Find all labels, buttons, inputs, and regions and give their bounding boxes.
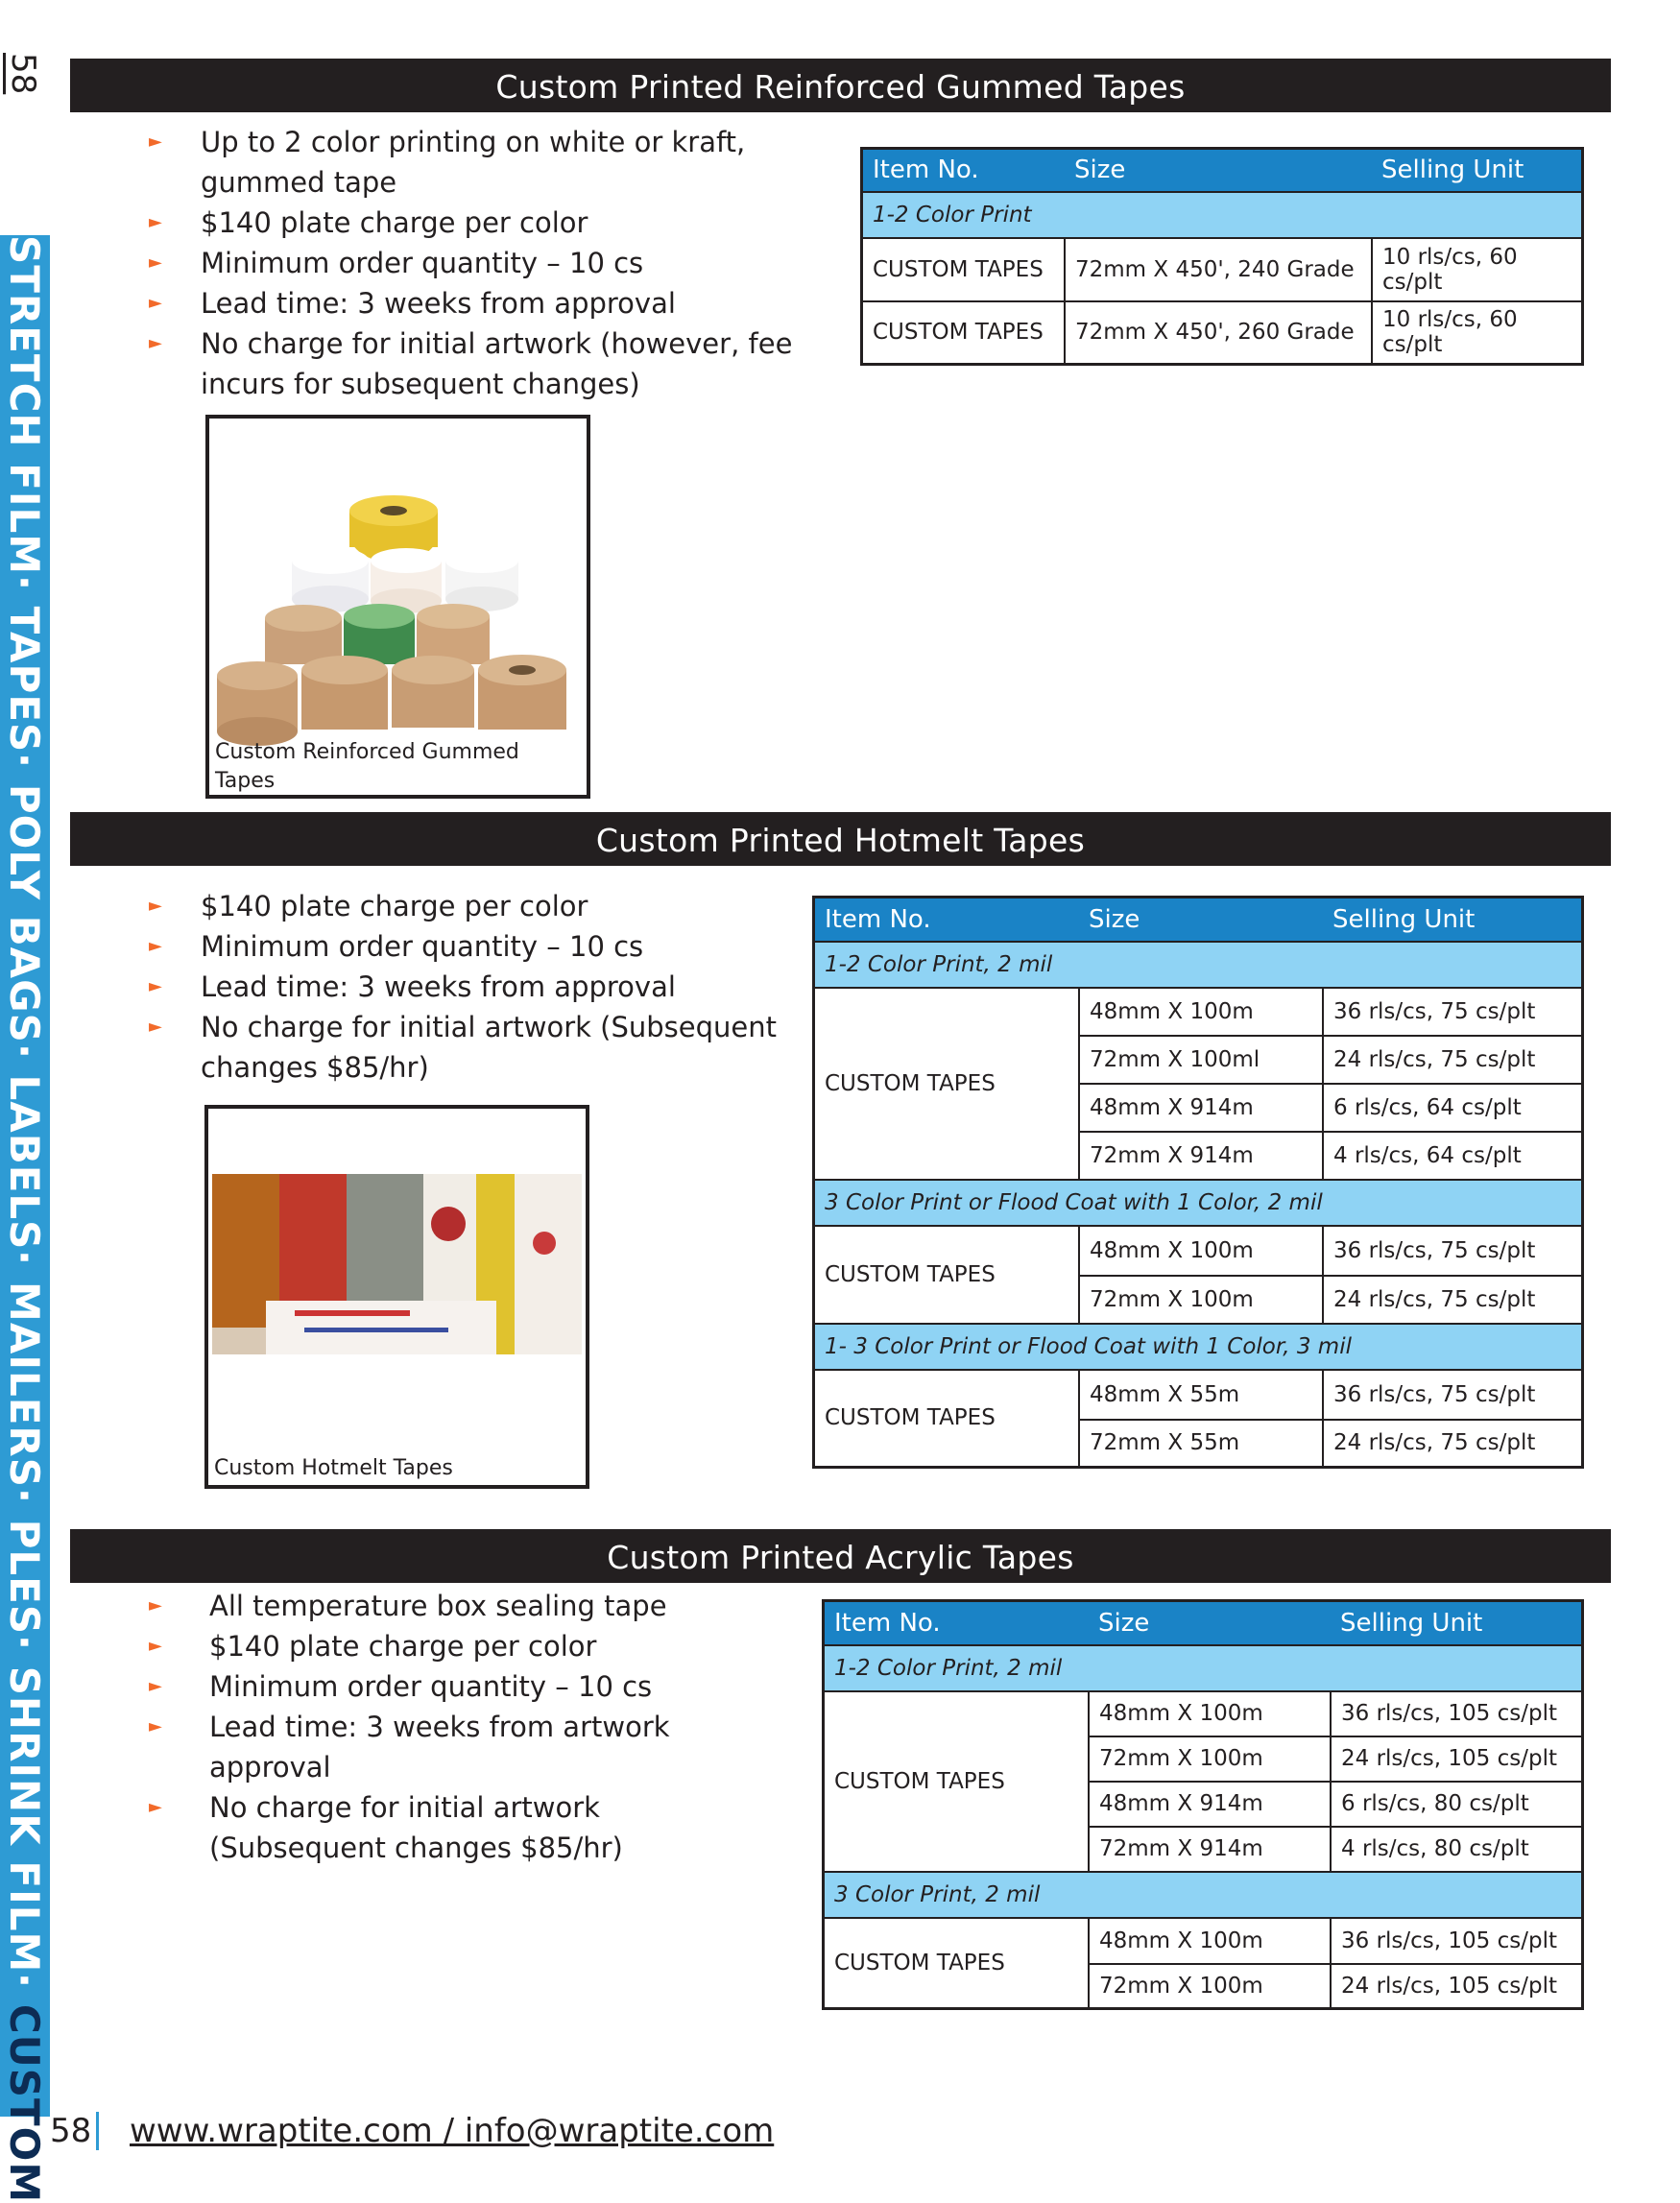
bullet-arrow-icon: ► <box>149 1017 162 1037</box>
column-header-selling-unit: Selling Unit <box>1372 149 1583 192</box>
footer-page-number: 58 <box>50 2112 92 2150</box>
table-cell-size: 72mm X 100m <box>1089 1964 1331 2009</box>
bullet-arrow-icon: ► <box>149 333 162 353</box>
bullet-arrow-icon: ► <box>149 1636 162 1656</box>
category-side-tab-text: STRETCH FILM· TAPES· POLY BAGS· LABELS· MAILERS· PLES· SHRINK FILM· CUSTOM <box>1 235 48 2203</box>
list-item: ► No charge for initial artwork (Subsequent changes $85/hr) <box>149 1787 686 1868</box>
table-cell-size: 72mm X 914m <box>1089 1827 1331 1872</box>
table-cell-unit: 24 rls/cs, 75 cs/plt <box>1323 1420 1583 1468</box>
table-cell-unit: 24 rls/cs, 105 cs/plt <box>1331 1964 1583 2009</box>
table-cell-unit: 24 rls/cs, 75 cs/plt <box>1323 1276 1583 1324</box>
table-row <box>814 1226 1583 1276</box>
table-cell-size: 48mm X 100m <box>1089 1691 1331 1736</box>
hotmelt-tapes-photo <box>204 1105 589 1489</box>
list-item: ► Minimum order quantity – 10 cs <box>149 926 782 967</box>
table-group-header: 3 Color Print, 2 mil <box>824 1872 1583 1918</box>
list-item: ► Lead time: 3 weeks from artwork approval <box>149 1707 686 1787</box>
page-number-top: 58 <box>4 53 42 95</box>
table-cell-unit: 36 rls/cs, 75 cs/plt <box>1323 988 1583 1036</box>
side-tab-mailers[interactable]: MAILERS <box>1 1281 48 1489</box>
table-cell-size: 48mm X 914m <box>1079 1084 1323 1132</box>
list-item: ► $140 plate charge per color <box>149 203 850 243</box>
column-header-selling-unit: Selling Unit <box>1323 898 1583 942</box>
table-cell-unit: 24 rls/cs, 75 cs/plt <box>1323 1036 1583 1084</box>
list-item: ► No charge for initial artwork (however, fee incurs for subsequent changes) <box>149 323 850 404</box>
table-cell-unit: 24 rls/cs, 105 cs/plt <box>1331 1736 1583 1782</box>
side-tab-shrink-film[interactable]: SHRINK FILM <box>1 1665 48 1974</box>
column-header-size: Size <box>1079 898 1323 942</box>
table-group-header: 1-2 Color Print <box>862 192 1583 238</box>
table-cell-size: 48mm X 100m <box>1089 1918 1331 1964</box>
bullet-arrow-icon: ► <box>149 1797 162 1817</box>
column-header-size: Size <box>1089 1601 1331 1645</box>
table-cell-item: CUSTOM TAPES <box>814 1370 1080 1468</box>
table-row <box>862 238 1583 301</box>
bullet-arrow-icon: ► <box>149 293 162 313</box>
column-header-size: Size <box>1065 149 1372 192</box>
bullet-arrow-icon: ► <box>149 1676 162 1696</box>
acrylic-bullet-list <box>149 1586 686 1868</box>
column-header-item-no: Item No. <box>814 898 1080 942</box>
footer-divider <box>96 2112 99 2150</box>
table-cell-item: CUSTOM TAPES <box>862 301 1066 365</box>
table-cell-unit: 6 rls/cs, 64 cs/plt <box>1323 1084 1583 1132</box>
table-cell-size: 72mm X 450', 240 Grade <box>1065 238 1372 301</box>
table-cell-unit: 10 rls/cs, 60 cs/plt <box>1372 238 1583 301</box>
table-cell-unit: 6 rls/cs, 80 cs/plt <box>1331 1782 1583 1827</box>
bullet-arrow-icon: ► <box>149 212 162 232</box>
table-cell-size: 72mm X 914m <box>1079 1132 1323 1180</box>
hotmelt-bullet-list <box>149 886 782 1088</box>
table-group-header: 3 Color Print or Flood Coat with 1 Color, 2 mil <box>814 1180 1583 1226</box>
table-cell-unit: 36 rls/cs, 75 cs/plt <box>1323 1370 1583 1420</box>
list-item: ► All temperature box sealing tape <box>149 1586 686 1626</box>
section-header-acrylic: Custom Printed Acrylic Tapes <box>70 1529 1611 1583</box>
side-tab-custom[interactable]: CUSTOM <box>1 2003 48 2203</box>
table-cell-size: 72mm X 55m <box>1079 1420 1323 1468</box>
hotmelt-spec-table <box>812 896 1584 1469</box>
bullet-arrow-icon: ► <box>149 252 162 273</box>
footer-contact-link[interactable]: www.wraptite.com / info@wraptite.com <box>130 2112 775 2150</box>
hotmelt-photo-caption: Custom Hotmelt Tapes <box>214 1456 453 1480</box>
table-cell-item: CUSTOM TAPES <box>814 988 1080 1180</box>
list-item: ► Minimum order quantity – 10 cs <box>149 243 850 283</box>
table-group-header: 1-2 Color Print, 2 mil <box>814 942 1583 988</box>
table-cell-size: 48mm X 100m <box>1079 1226 1323 1276</box>
bullet-arrow-icon: ► <box>149 1595 162 1616</box>
list-item: ► $140 plate charge per color <box>149 886 782 926</box>
list-item: ► Lead time: 3 weeks from approval <box>149 283 850 323</box>
table-group-header: 1-2 Color Print, 2 mil <box>824 1645 1583 1691</box>
hotmelt-tape-rolls-image <box>208 1109 586 1485</box>
column-header-item-no: Item No. <box>862 149 1066 192</box>
list-item: ► Up to 2 color printing on white or kraft, gummed tape <box>149 122 850 203</box>
table-row <box>814 1370 1583 1420</box>
bullet-arrow-icon: ► <box>149 976 162 996</box>
side-tab-tapes[interactable]: TAPES <box>1 606 48 754</box>
table-cell-item: CUSTOM TAPES <box>814 1226 1080 1324</box>
list-item: ► $140 plate charge per color <box>149 1626 686 1666</box>
table-cell-size: 48mm X 55m <box>1079 1370 1323 1420</box>
column-header-item-no: Item No. <box>824 1601 1090 1645</box>
table-group-header: 1- 3 Color Print or Flood Coat with 1 Color, 3 mil <box>814 1324 1583 1370</box>
table-cell-unit: 4 rls/cs, 80 cs/plt <box>1331 1827 1583 1872</box>
table-cell-unit: 4 rls/cs, 64 cs/plt <box>1323 1132 1583 1180</box>
table-cell-unit: 36 rls/cs, 105 cs/plt <box>1331 1691 1583 1736</box>
table-cell-item: CUSTOM TAPES <box>862 238 1066 301</box>
list-item: ► Lead time: 3 weeks from approval <box>149 967 782 1007</box>
table-cell-unit: 36 rls/cs, 75 cs/plt <box>1323 1226 1583 1276</box>
acrylic-spec-table <box>822 1599 1584 2010</box>
table-row <box>824 1691 1583 1736</box>
side-tab-poly-bags[interactable]: POLY BAGS <box>1 783 48 1043</box>
table-cell-unit: 36 rls/cs, 105 cs/plt <box>1331 1918 1583 1964</box>
gummed-tapes-photo <box>205 415 590 799</box>
column-header-selling-unit: Selling Unit <box>1331 1601 1583 1645</box>
table-cell-size: 72mm X 100m <box>1089 1736 1331 1782</box>
table-cell-unit: 10 rls/cs, 60 cs/plt <box>1372 301 1583 365</box>
side-tab-ples[interactable]: PLES <box>1 1519 48 1636</box>
bullet-arrow-icon: ► <box>149 1716 162 1736</box>
side-tab-stretch-film[interactable]: STRETCH FILM <box>1 235 48 576</box>
table-cell-item: CUSTOM TAPES <box>824 1691 1090 1872</box>
bullet-arrow-icon: ► <box>149 132 162 152</box>
gummed-bullet-list <box>149 122 850 404</box>
table-cell-size: 48mm X 914m <box>1089 1782 1331 1827</box>
table-cell-size: 72mm X 450', 260 Grade <box>1065 301 1372 365</box>
section-header-hotmelt: Custom Printed Hotmelt Tapes <box>70 812 1611 866</box>
table-cell-item: CUSTOM TAPES <box>824 1918 1090 2009</box>
gummed-spec-table <box>860 147 1584 366</box>
table-row <box>814 988 1583 1036</box>
gummed-photo-caption: Custom Reinforced Gummed Tapes <box>215 740 519 793</box>
bullet-arrow-icon: ► <box>149 896 162 916</box>
table-row <box>862 301 1583 365</box>
bullet-arrow-icon: ► <box>149 936 162 956</box>
list-item: ► No charge for initial artwork (Subsequent changes $85/hr) <box>149 1007 782 1088</box>
side-tab-labels[interactable]: LABELS <box>1 1074 48 1251</box>
list-item: ► Minimum order quantity – 10 cs <box>149 1666 686 1707</box>
table-cell-size: 72mm X 100m <box>1079 1276 1323 1324</box>
section-header-gummed: Custom Printed Reinforced Gummed Tapes <box>70 59 1611 112</box>
table-cell-size: 48mm X 100m <box>1079 988 1323 1036</box>
table-row <box>824 1918 1583 1964</box>
table-cell-size: 72mm X 100ml <box>1079 1036 1323 1084</box>
